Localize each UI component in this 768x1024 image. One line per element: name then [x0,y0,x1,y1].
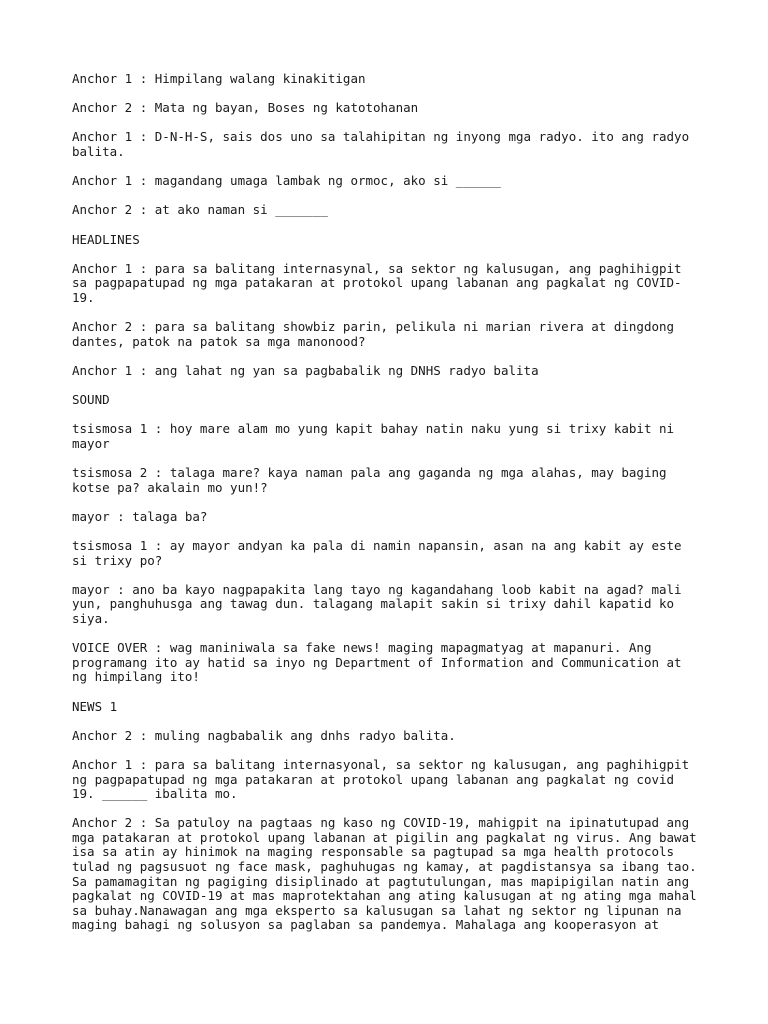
line: tulad ng pagsusuot ng face mask, paghuhugas ng kamay, at pagdistansya sa ibang tao. [72,859,697,875]
line: Anchor 2 : Mata ng bayan, Boses ng katotohanan [72,100,419,116]
paragraph-4 [72,174,702,189]
line: Anchor 1 : D-N-H-S, sais dos uno sa talahipitan ng inyong mga radyo. ito ang radyo [72,129,690,145]
line: tsismosa 1 : ay mayor andyan ka pala di namin napansin, asan na ang kabit ay este [72,538,682,553]
paragraph-18 [72,729,702,744]
line: mayor : ano ba kayo nagpapakita lang tayo ng kagandahang loob kabit na agad? mali [72,581,682,597]
paragraph-9 [72,364,702,379]
line: isa sa atin ay hinimok na maging responsable sa pagtupad sa mga health protocols [72,844,675,860]
line: tsismosa 2 : talaga mare? kaya naman pala ang gaganda ng mga alahas, may baging [72,465,667,481]
line: ng pagpapatupad ng mga patakaran at protokol upang labanan ang pagkalat ng covid [72,771,675,787]
line: 19. ______ ibalita mo. [72,786,238,802]
line: Anchor 2 : at ako naman si _______ [72,202,328,218]
line: VOICE OVER : wag maniniwala sa fake news! maging mapagmatyag at mapanuri. Ang [72,640,652,656]
line: mayor [72,435,110,451]
paragraph-11 [72,422,702,451]
paragraph-8 [72,320,702,349]
line: balita. [72,143,125,159]
section-heading-sound [72,393,702,408]
line: SOUND [72,392,110,408]
line: 19. [72,289,95,305]
line: si trixy po? [72,552,163,568]
section-heading-headlines [72,233,702,248]
line: siya. [72,610,110,626]
line: Anchor 1 : para sa balitang internasyonal, sa sektor ng kalusugan, ang paghihigpit [72,756,690,772]
line: NEWS 1 [72,698,118,714]
paragraph-15 [72,583,702,627]
line: sa buhay.Nanawagan ang mga eksperto sa kalusugan sa lahat ng sektor ng lipunan na [72,902,682,918]
line: Anchor 1 : Himpilang walang kinakitigan [72,71,366,86]
line: ng himpilang ito! [72,669,200,685]
paragraph-1 [72,72,702,87]
paragraph-2 [72,101,702,116]
paragraph-14 [72,539,702,568]
line: Anchor 1 : magandang umaga lambak ng ormoc, ako si ______ [72,173,501,189]
paragraph-13 [72,510,702,525]
paragraph-20 [72,816,702,933]
line: Anchor 2 : para sa balitang showbiz parin, pelikula ni marian rivera at dingdong [72,319,675,335]
line: HEADLINES [72,231,140,247]
line: mayor : talaga ba? [72,508,208,524]
paragraph-19 [72,758,702,802]
line: tsismosa 1 : hoy mare alam mo yung kapit bahay natin naku yung si trixy kabit ni [72,421,675,437]
line: Sa pamamagitan ng pagiging disiplinado at pagtutulungan, mas mapipigilan natin ang [72,873,690,889]
line: Anchor 2 : Sa patuloy na pagtaas ng kaso ng COVID-19, mahigpit na ipinatutupad ang [72,815,690,831]
line: programang ito ay hatid sa inyo ng Department of Information and Communication at [72,654,682,670]
line: yun, panghuhusga ang tawag dun. talagang malapit sakin si trixy dahil kapatid ko [72,596,675,612]
line: maging bahagi ng solusyon sa paglaban sa pandemya. Mahalaga ang kooperasyon at [72,917,659,933]
document-page [72,72,702,948]
line: dantes, patok na patok sa mga manonood? [72,333,366,349]
line: sa pagpapatupad ng mga patakaran at protokol upang labanan ang pagkalat ng COVID- [72,275,682,291]
paragraph-16 [72,641,702,685]
paragraph-12 [72,466,702,495]
section-heading-news-1 [72,700,702,715]
paragraph-7 [72,262,702,306]
line: Anchor 1 : ang lahat ng yan sa pagbabalik ng DNHS radyo balita [72,362,539,378]
line: Anchor 2 : muling nagbabalik ang dnhs radyo balita. [72,727,456,743]
line: kotse pa? akalain mo yun!? [72,479,268,495]
paragraph-5 [72,203,702,218]
line: Anchor 1 : para sa balitang internasynal, sa sektor ng kalusugan, ang paghihigpit [72,260,682,276]
line: pagkalat ng COVID-19 at mas maprotektahan ang ating kalusugan at ng ating mga mahal [72,888,697,904]
line: mga patakaran at protokol upang labanan at pigilin ang pagkalat ng virus. Ang bawat [72,829,697,845]
paragraph-3 [72,130,702,159]
